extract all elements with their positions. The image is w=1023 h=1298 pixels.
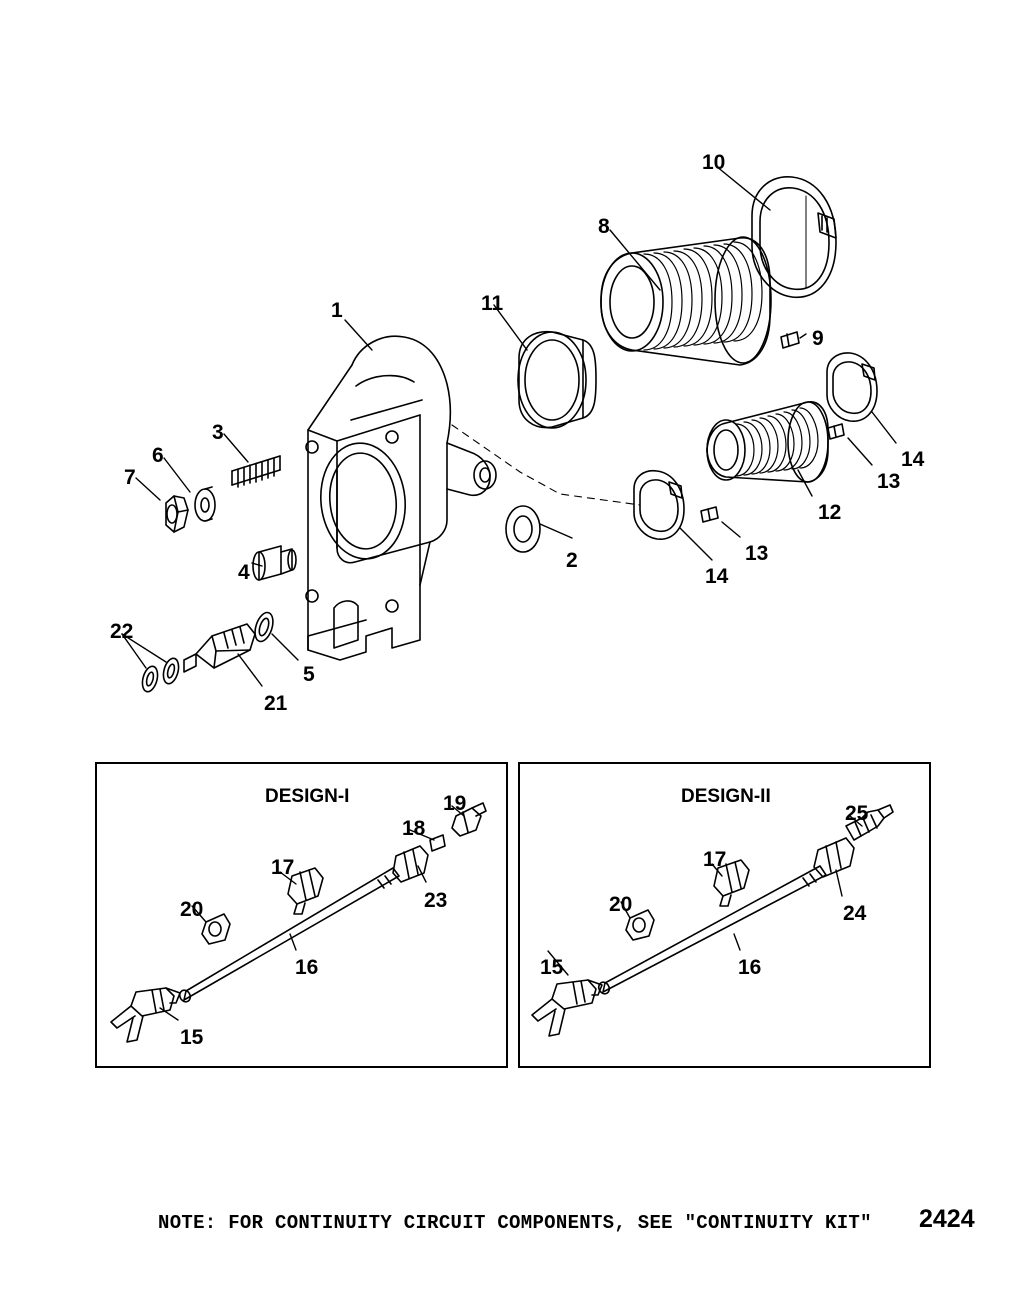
part-7-nut: [166, 496, 188, 532]
part-21-valve: [184, 624, 255, 672]
part-13-clip-upper: [828, 424, 844, 439]
part-22-washers: [140, 657, 181, 694]
design-2-title: DESIGN-II: [681, 786, 771, 807]
callout-9: 9: [812, 327, 824, 350]
callout-13-lower: 13: [745, 542, 769, 565]
callout-20-design2: 20: [609, 893, 633, 916]
callout-19: 19: [443, 792, 467, 815]
callout-16-design1: 16: [295, 956, 319, 979]
part-8-bellows: [601, 237, 771, 365]
callout-6: 6: [152, 444, 164, 467]
drawing-number: 2424: [919, 1205, 975, 1233]
callout-20-design1: 20: [180, 898, 204, 921]
part-1-housing: [306, 336, 496, 660]
callout-8: 8: [598, 215, 610, 238]
callout-17-design1: 17: [271, 856, 295, 879]
part-2-seal: [506, 506, 540, 552]
callout-12: 12: [818, 501, 842, 524]
part-11-ring: [518, 332, 596, 428]
callout-7: 7: [124, 466, 136, 489]
callout-16-design2: 16: [738, 956, 762, 979]
part-12-bellows: [707, 402, 828, 482]
callout-17-design2: 17: [703, 848, 727, 871]
callout-15-design2: 15: [540, 956, 564, 979]
callout-4: 4: [238, 561, 250, 584]
part-3-stud: [232, 456, 280, 487]
callout-10: 10: [702, 151, 726, 174]
callout-2: 2: [566, 549, 578, 572]
callout-5: 5: [303, 663, 315, 686]
callout-24: 24: [843, 902, 867, 925]
design-1-title: DESIGN-I: [265, 786, 350, 807]
callout-14-upper: 14: [901, 448, 925, 471]
callout-14-lower: 14: [705, 565, 729, 588]
callout-25: 25: [845, 802, 869, 825]
part-13-clip-lower: [701, 507, 718, 522]
callout-3: 3: [212, 421, 224, 444]
part-10-clamp: [752, 177, 836, 297]
part-14-clamp-lower: [634, 471, 684, 540]
part-5-seal: [252, 610, 276, 643]
callout-11: 11: [481, 292, 504, 315]
continuity-note: NOTE: FOR CONTINUITY CIRCUIT COMPONENTS, SEE "CONTINUITY KIT": [158, 1212, 872, 1234]
part-14-clamp-upper: [827, 353, 877, 421]
callout-15-design1: 15: [180, 1026, 204, 1049]
callout-21: 21: [264, 692, 288, 715]
callout-13-upper: 13: [877, 470, 901, 493]
callout-1: 1: [331, 299, 343, 322]
part-4-fitting: [253, 546, 296, 580]
callout-18: 18: [402, 817, 426, 840]
part-9-clip: [781, 332, 799, 348]
callout-23: 23: [424, 889, 448, 912]
assembly-centerline: [452, 425, 640, 505]
part-6-washer: [195, 487, 215, 521]
callout-22: 22: [110, 620, 134, 643]
